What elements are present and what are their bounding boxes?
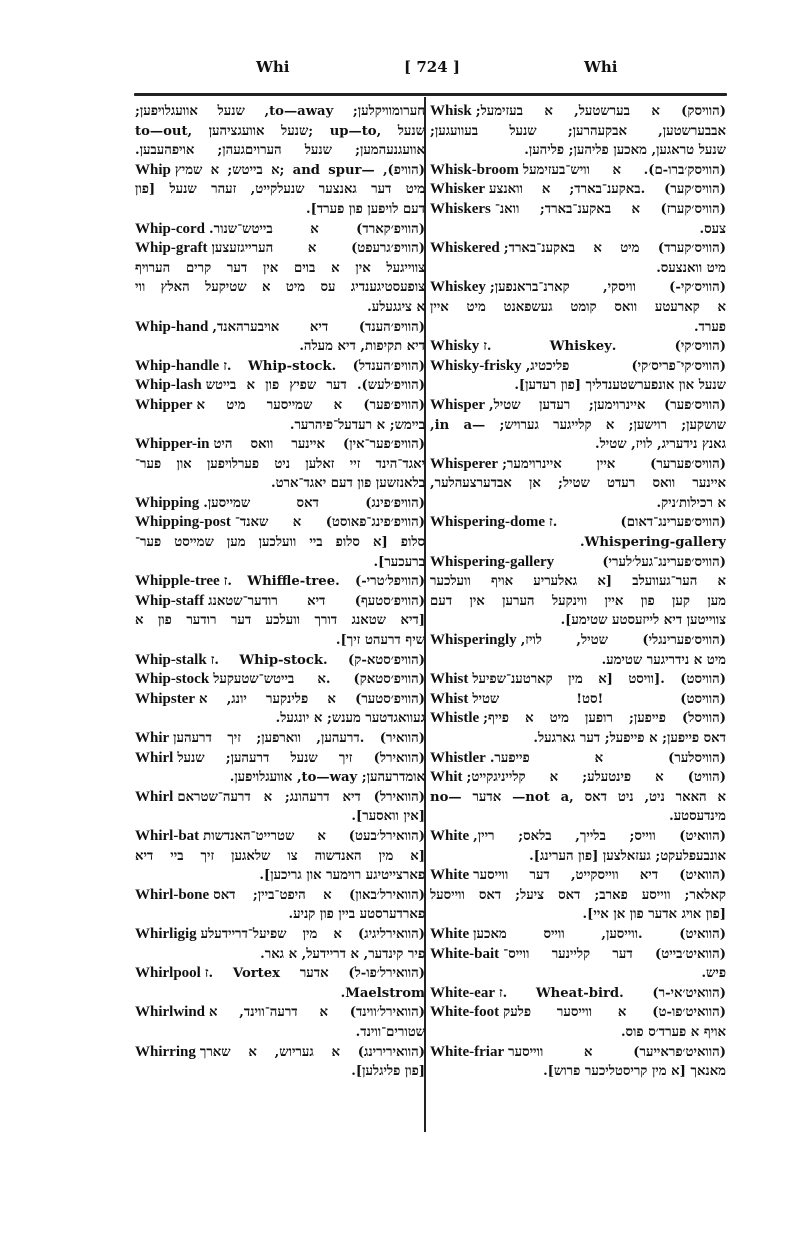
definition-text: אבבערשטען, אבקעהרען; שנעל בעוועגען; bbox=[430, 123, 726, 139]
headword: Whir bbox=[135, 730, 170, 746]
headword: White-friar bbox=[430, 1043, 505, 1060]
definition-text: (הוויסט) .[וויסט [א מין קארטענ־שפיעל bbox=[472, 672, 726, 688]
dictionary-line bbox=[135, 455, 425, 475]
definition-text: מיט א נידריגער שטימע. bbox=[601, 652, 726, 668]
definition-text: אומדרעהען; to—way, אוועגלויפען. bbox=[229, 770, 425, 786]
definition-text: (הוויפ׳לעש). דער שפיץ פון א בייטש bbox=[205, 378, 425, 394]
dictionary-line bbox=[430, 807, 726, 827]
definition-text: סלופ [א סלופ ביי וועלכען מען שמייסט פער־ bbox=[135, 535, 425, 551]
definition-text: צווייטען דיא לייזעסטע שטימע]. bbox=[560, 613, 726, 629]
definition-text: צווייגעל אין א בוים אין דער קרים הערויף bbox=[135, 260, 425, 276]
dictionary-line bbox=[430, 964, 726, 984]
definition-text: (הוויסל) פייפען; רופען מיט א פייף; bbox=[483, 711, 726, 727]
definition-text: (הוויפ׳סטאק) .א בייטש־שטעקעל bbox=[213, 672, 425, 688]
definition-text: (הוויס׳קי־פריס׳קי) פליכטיג, bbox=[525, 358, 726, 374]
dictionary-line bbox=[430, 513, 726, 533]
definition-text: צעס. bbox=[699, 221, 726, 237]
definition-text: צופעסטיגענדיג עס מיט א שטיקעל האלץ ווי bbox=[135, 280, 425, 296]
definition-text: אויף א פערד׳ס פוס. bbox=[620, 1024, 726, 1040]
headword: Whit bbox=[430, 769, 463, 786]
definition-text: to—out, שנעל אוועגציהען; up—to, שנעל bbox=[135, 123, 425, 139]
dictionary-line bbox=[430, 768, 726, 788]
dictionary-line bbox=[135, 690, 425, 710]
headword: Whisperer bbox=[430, 455, 499, 472]
dictionary-line bbox=[135, 631, 425, 651]
definition-text: א הער־געוועלב [א גאלעריע אויף וועלכער bbox=[430, 574, 726, 590]
dictionary-line bbox=[430, 298, 726, 318]
dictionary-line bbox=[135, 474, 425, 494]
dictionary-line bbox=[430, 416, 726, 436]
dictionary-line bbox=[135, 945, 425, 965]
definition-text: א קארעטע וואס קומט געשפאנט מיט איין bbox=[430, 299, 726, 315]
dictionary-line bbox=[135, 298, 425, 318]
header-rule bbox=[134, 93, 727, 96]
definition-text: פיר קינדער, א דריידעל, א גאר. bbox=[260, 946, 425, 962]
dictionary-line bbox=[135, 1023, 425, 1043]
dictionary-line bbox=[430, 905, 726, 925]
definition-text: גאנץ נידעריג, לויז, שטיל. bbox=[595, 437, 726, 453]
definition-text: (הוויס׳קי) .Whiskey .ז bbox=[483, 339, 726, 355]
page-number: [ 724 ] bbox=[404, 58, 460, 76]
headword: Whiskey bbox=[430, 279, 486, 296]
definition-text: (הוואיט) ווייס; בלייך, בלאס; ריין, bbox=[473, 828, 726, 844]
definition-text: (הוויס׳פערינג־געל׳לערי) bbox=[602, 554, 726, 570]
guide-word-right: Whi bbox=[584, 58, 618, 76]
definition-text: (הוויפ׳סטער) א פלינקער יונג, א bbox=[199, 691, 425, 707]
dictionary-line bbox=[430, 220, 726, 240]
definition-text: געוואגדטער מענש; א יונגעל. bbox=[275, 711, 425, 727]
dictionary-line bbox=[430, 729, 726, 749]
dictionary-line bbox=[430, 788, 726, 808]
headword: Whistle bbox=[430, 710, 480, 727]
headword: Whirl-bat bbox=[135, 827, 200, 844]
headword: Whistler bbox=[430, 749, 486, 766]
dictionary-line bbox=[430, 474, 726, 494]
dictionary-line bbox=[135, 513, 425, 533]
definition-text: (הוויפ׳גרעפט) א הערייגזעצען bbox=[211, 241, 425, 257]
definition-text: (הוואירל׳בעט) א שטרייט־האנדשות bbox=[203, 828, 425, 844]
dictionary-line bbox=[430, 122, 726, 142]
definition-text: (הוויפ׳פער־אין) איינער וואס היט bbox=[213, 437, 425, 453]
headword: Whip-stalk bbox=[135, 651, 207, 668]
definition-text: (הוואיר) .דרעהען, ווארפען; זיך דרעהען bbox=[173, 731, 425, 746]
dictionary-line bbox=[135, 337, 425, 357]
definition-text: (הוויסק) א בערשטעל, א בעזימעל; bbox=[475, 104, 726, 119]
definition-text: (הוויס׳פער) איינרוימען; רעדען שטיל, bbox=[489, 397, 726, 413]
headword: Whisper bbox=[430, 396, 486, 413]
definition-text: (הוואיט׳בייט) דער קליינער ווייס־ bbox=[503, 946, 726, 962]
headword: Whip-graft bbox=[135, 240, 208, 257]
headword: Whirligig bbox=[135, 925, 197, 942]
definition-text: (הוויס׳קי-) וויסקי, קארנ־בראנפען; bbox=[489, 280, 726, 296]
dictionary-line bbox=[135, 827, 425, 847]
headword: Whip-hand bbox=[135, 318, 209, 335]
definition-text: יאגד־הינד זיי זאלען ניט פערלויפען און פער־ bbox=[135, 456, 425, 472]
dictionary-line bbox=[135, 396, 425, 416]
headword: White bbox=[430, 867, 470, 884]
definition-text: (הוויס׳קערז) א באקענ־בארד; וואנ־ bbox=[494, 201, 726, 217]
dictionary-line bbox=[135, 964, 425, 984]
dictionary-line bbox=[430, 651, 726, 671]
dictionary-line bbox=[430, 357, 726, 377]
dictionary-line bbox=[430, 1003, 726, 1023]
dictionary-line bbox=[430, 1023, 726, 1043]
definition-text: פערד. bbox=[693, 319, 726, 335]
definition-text: שטורים־ווינד. bbox=[355, 1024, 425, 1040]
headword: Whip-staff bbox=[135, 592, 205, 609]
definition-text: (הוויס׳קער) .באקענ־בארד; א וואנצע bbox=[489, 182, 726, 198]
headword: Whispering-gallery bbox=[430, 553, 555, 570]
dictionary-line bbox=[430, 161, 726, 181]
dictionary-line bbox=[135, 533, 425, 553]
definition-text: (הוויסק׳ברו-ם). א וויש־בעזימעל bbox=[522, 162, 726, 178]
dictionary-line bbox=[135, 905, 425, 925]
definition-text: no— אדער —not a, א האאר ניט, ניט דאס bbox=[430, 789, 726, 805]
dictionary-line bbox=[430, 180, 726, 200]
dictionary-line bbox=[430, 318, 726, 338]
headword: White-foot bbox=[430, 1004, 500, 1021]
dictionary-line bbox=[430, 141, 726, 161]
dictionary-line bbox=[135, 259, 425, 279]
definition-text: (הוואירליגיג) א מין שפיעל־דריידעלע bbox=[200, 926, 425, 942]
dictionary-line bbox=[135, 611, 425, 631]
headword: Whisk bbox=[430, 103, 472, 119]
headword: Whiskers bbox=[430, 200, 491, 217]
dictionary-line bbox=[430, 200, 726, 220]
definition-text: (הוואיט׳פו-ט) א ווייסער פלעק bbox=[503, 1005, 726, 1021]
definition-text: (הוואיט׳פראייער) א ווייסער bbox=[508, 1044, 726, 1060]
dictionary-line bbox=[430, 749, 726, 769]
dictionary-line bbox=[430, 631, 726, 651]
definition-text: [פון אויג אדער פון אן איי]. bbox=[582, 907, 726, 923]
definition-text: (הוואירל) זיך שנעל דרעהען; שנעל bbox=[177, 750, 425, 766]
dictionary-line bbox=[430, 847, 726, 867]
definition-text: .Maelstrom bbox=[340, 985, 425, 1001]
definition-text: (הוויפ׳פער) א שמייסער מיט א bbox=[196, 397, 425, 413]
dictionary-line bbox=[135, 768, 425, 788]
dictionary-line bbox=[135, 1043, 425, 1063]
dictionary-line bbox=[135, 709, 425, 729]
headword: Whirl-bone bbox=[135, 886, 210, 903]
dictionary-line bbox=[135, 494, 425, 514]
dictionary-line bbox=[135, 180, 425, 200]
headword: Whisperingly bbox=[430, 632, 517, 649]
headword: Whist bbox=[430, 671, 469, 688]
definition-text: דאס פייפען; א פייפעל; דער גארגעל. bbox=[533, 731, 726, 746]
dictionary-line bbox=[135, 670, 425, 690]
dictionary-line bbox=[430, 1043, 726, 1063]
dictionary-line bbox=[135, 1062, 425, 1082]
right-column bbox=[430, 102, 726, 1082]
definition-text: (הוויסלער) א פייפער. bbox=[489, 750, 726, 766]
dictionary-line bbox=[135, 376, 425, 396]
headword: Whirring bbox=[135, 1043, 196, 1060]
headword: White bbox=[430, 925, 470, 942]
definition-text: (הוואירל׳ווינד) א דרעה־ווינד, א bbox=[209, 1005, 425, 1021]
headword: Whist bbox=[430, 690, 469, 707]
headword: Whipper bbox=[135, 396, 193, 413]
headword: Whirl bbox=[135, 788, 174, 805]
definition-text: (הוויס׳פערינגלי) שטיל, לויז, bbox=[520, 633, 726, 649]
definition-text: (הוויס׳פערינג־דאום) .ז bbox=[549, 515, 726, 531]
dictionary-line bbox=[135, 886, 425, 906]
definition-text: (הוויפ׳סטעף) דיא רודער־שטאנג bbox=[208, 593, 425, 609]
dictionary-line bbox=[135, 318, 425, 338]
definition-text: א ציגגעלע. bbox=[367, 299, 425, 315]
dictionary-line bbox=[430, 278, 726, 298]
headword: White-bait bbox=[430, 945, 500, 962]
headword: Whirlwind bbox=[135, 1004, 206, 1021]
dictionary-line bbox=[430, 239, 726, 259]
headword: Whip-lash bbox=[135, 377, 202, 394]
definition-text: מינדעסטע. bbox=[669, 809, 726, 825]
headword: Whirlpool bbox=[135, 965, 201, 982]
definition-text: קאלאר; ווייסע פארב; דאס ציעל; דאס ווייסעל bbox=[430, 887, 726, 903]
dictionary-line bbox=[135, 200, 425, 220]
definition-text: [דיא שטאנג דורך וועלכע דער רודער פון א bbox=[135, 613, 425, 629]
running-header bbox=[134, 58, 727, 84]
dictionary-line bbox=[135, 435, 425, 455]
definition-text: (הוויפ׳פינג־פאוסט) א שאנד־ bbox=[234, 515, 425, 531]
definition-text: פארצייטיגע רוימער און גריכען]. bbox=[259, 868, 425, 884]
dictionary-line bbox=[135, 161, 425, 181]
definition-text: (הוואירל) דיא דרעהונג; א דרעה־שטראם bbox=[177, 789, 425, 805]
headword: Whip bbox=[135, 161, 171, 178]
dictionary-line bbox=[430, 494, 726, 514]
headword: Whipple-tree bbox=[135, 573, 220, 590]
definition-text: (הוואירירינג) א געריוש, א שארך bbox=[199, 1044, 425, 1060]
dictionary-line bbox=[430, 886, 726, 906]
dictionary-line bbox=[135, 141, 425, 161]
dictionary-line bbox=[135, 220, 425, 240]
dictionary-line bbox=[135, 925, 425, 945]
dictionary-line bbox=[430, 396, 726, 416]
dictionary-line bbox=[430, 533, 726, 553]
dictionary-line bbox=[135, 807, 425, 827]
definition-text: שושקען; רוישען; א קלייגער גערויש; —in a, bbox=[430, 417, 726, 433]
headword: Whiskered bbox=[430, 240, 500, 257]
dictionary-line bbox=[430, 866, 726, 886]
definition-text: איינער וואס רעדט שטיל; אן אבדערצעהלער, bbox=[430, 476, 726, 492]
dictionary-line bbox=[135, 592, 425, 612]
definition-text: (הוויפ), —and spur ;א בייטש; א שמיץ bbox=[174, 162, 425, 178]
dictionary-line bbox=[430, 925, 726, 945]
dictionary-line bbox=[135, 651, 425, 671]
headword: Whip-cord bbox=[135, 220, 206, 237]
definition-text: מיט דער גאנצער שנעלקייט, זעהר שנעל [פון bbox=[135, 182, 425, 198]
definition-text: (הוואיט׳אי-ר) .Wheat-bird .ז bbox=[498, 985, 726, 1001]
dictionary-line bbox=[135, 357, 425, 377]
definition-text: דעם לויפען פון פערד]. bbox=[305, 201, 425, 217]
headword: White bbox=[430, 827, 470, 844]
dictionary-line bbox=[135, 278, 425, 298]
headword: Whisky-frisky bbox=[430, 357, 522, 374]
dictionary-line bbox=[430, 670, 726, 690]
dictionary-line bbox=[135, 239, 425, 259]
definition-text: (הוויפ׳הענדל) .Whip-stock .ז bbox=[223, 358, 425, 374]
dictionary-line bbox=[135, 847, 425, 867]
dictionary-line bbox=[430, 102, 726, 122]
dictionary-line bbox=[430, 259, 726, 279]
definition-text: [אין וואסער]. bbox=[351, 809, 425, 825]
dictionary-line bbox=[430, 690, 726, 710]
dictionary-line bbox=[430, 945, 726, 965]
headword: White-ear bbox=[430, 984, 495, 1001]
dictionary-line bbox=[135, 572, 425, 592]
definition-text: (הוויפ׳קארד) א בייטש־שנור. bbox=[209, 221, 425, 237]
dictionary-line bbox=[135, 788, 425, 808]
headword: Whisk-broom bbox=[430, 161, 519, 178]
dictionary-line bbox=[430, 376, 726, 396]
dictionary-line bbox=[135, 102, 425, 122]
definition-text: מאנאך [א מין קריסטליכער פרוש]. bbox=[543, 1064, 726, 1080]
definition-text: [א מין האנדשוה צו שלאגען זיך ביי דיא bbox=[135, 848, 425, 864]
definition-text: (הוואירל׳באון) א היפט־ביין; דאס bbox=[213, 887, 425, 903]
definition-text: .Whispering-gallery bbox=[579, 535, 726, 551]
dictionary-line bbox=[430, 455, 726, 475]
definition-text: א רכילות׳ניק. bbox=[656, 495, 726, 511]
definition-text: [פון פליגלען]. bbox=[351, 1064, 425, 1080]
definition-text: דיא תקיפות, דיא מעלה. bbox=[299, 339, 425, 355]
guide-word-left: Whi bbox=[256, 58, 290, 76]
definition-text: (הוויפ׳סטא-ק) .Whip-stock .ז bbox=[210, 652, 425, 668]
definition-text: פארדערסטע ביין פון קניע. bbox=[288, 907, 425, 923]
headword: Whisky bbox=[430, 338, 480, 355]
headword: Whipster bbox=[135, 690, 195, 707]
definition-text: (הוויסט) !סט! שטיל bbox=[472, 691, 726, 707]
definition-text: חערומוויקלען; to—away, שנעל אוועגלויפען; bbox=[135, 104, 425, 119]
headword: Whirl bbox=[135, 749, 174, 766]
dictionary-line bbox=[135, 1003, 425, 1023]
dictionary-line bbox=[135, 729, 425, 749]
dictionary-line bbox=[430, 572, 726, 592]
dictionary-line bbox=[430, 435, 726, 455]
headword: Whip-handle bbox=[135, 357, 220, 374]
definition-text: ביימש; א רעדעל־פיהרער. bbox=[289, 417, 425, 433]
definition-text: (הוואיט) דיא ווייסקייט, דער ווייסער bbox=[473, 868, 726, 884]
dictionary-line bbox=[430, 709, 726, 729]
definition-text: ברעכער]. bbox=[373, 554, 425, 570]
definition-text: שנעל טראגען, מאכען פליהען; פליהען. bbox=[524, 143, 726, 159]
definition-text: (הוויס׳קערד) מיט א באקענ־בארד; bbox=[503, 241, 726, 257]
definition-text: (הוויס׳פערער) איין איינרוימער; bbox=[502, 456, 726, 472]
dictionary-line bbox=[430, 592, 726, 612]
headword: Whipping-post bbox=[135, 514, 231, 531]
definition-text: (הוויפ׳הענד) דיא אויבערהאנד, bbox=[212, 319, 425, 335]
headword: Whipper-in bbox=[135, 436, 210, 453]
dictionary-line bbox=[135, 416, 425, 436]
definition-text: שנעל און אונפערשטענדליך [פון רעדען]. bbox=[514, 378, 726, 394]
dictionary-line bbox=[135, 553, 425, 573]
dictionary-line bbox=[430, 827, 726, 847]
left-column bbox=[135, 102, 425, 1082]
definition-text: פיש. bbox=[701, 966, 726, 982]
headword: Whisker bbox=[430, 181, 486, 198]
definition-text: מען קען פון איין ווינקעל הערען אין דעם bbox=[430, 593, 726, 609]
definition-text: אוועגנעהמען; שנעל הערויםגעהן; אויפהעבען. bbox=[135, 143, 425, 159]
definition-text: (הוואיט) .ווייסען, ווייס מאכען bbox=[473, 926, 726, 942]
headword: Whip-stock bbox=[135, 671, 210, 688]
dictionary-line bbox=[135, 866, 425, 886]
definition-text: (הוויפ׳פינג) דאס שמייסען. bbox=[203, 495, 425, 511]
dictionary-line bbox=[135, 749, 425, 769]
definition-text: שיף דרעהט זיך]. bbox=[335, 633, 425, 649]
definition-text: בלאנזשען פון דעם יאגד־ארט. bbox=[270, 476, 425, 492]
definition-text: (הוויפל׳טרי-) .Whiffle-tree .ז bbox=[223, 574, 425, 590]
definition-text: (הוואירל׳פו-ל) אדער Vortex .ז bbox=[204, 966, 425, 982]
definition-text: מיט וואנצעס. bbox=[656, 260, 726, 276]
dictionary-line bbox=[135, 122, 425, 142]
definition-text: (הוויט) א פינטעלע; א קלייניגקייט; bbox=[466, 770, 726, 786]
dictionary-line bbox=[430, 553, 726, 573]
dictionary-line bbox=[430, 337, 726, 357]
dictionary-line bbox=[135, 984, 425, 1004]
dictionary-line bbox=[430, 984, 726, 1004]
definition-text: אונבעפלעקט; געזאלצען [פון הערינג]. bbox=[529, 848, 726, 864]
dictionary-line bbox=[430, 1062, 726, 1082]
dictionary-line bbox=[430, 611, 726, 631]
headword: Whispering-dome bbox=[430, 514, 546, 531]
headword: Whipping bbox=[135, 494, 200, 511]
